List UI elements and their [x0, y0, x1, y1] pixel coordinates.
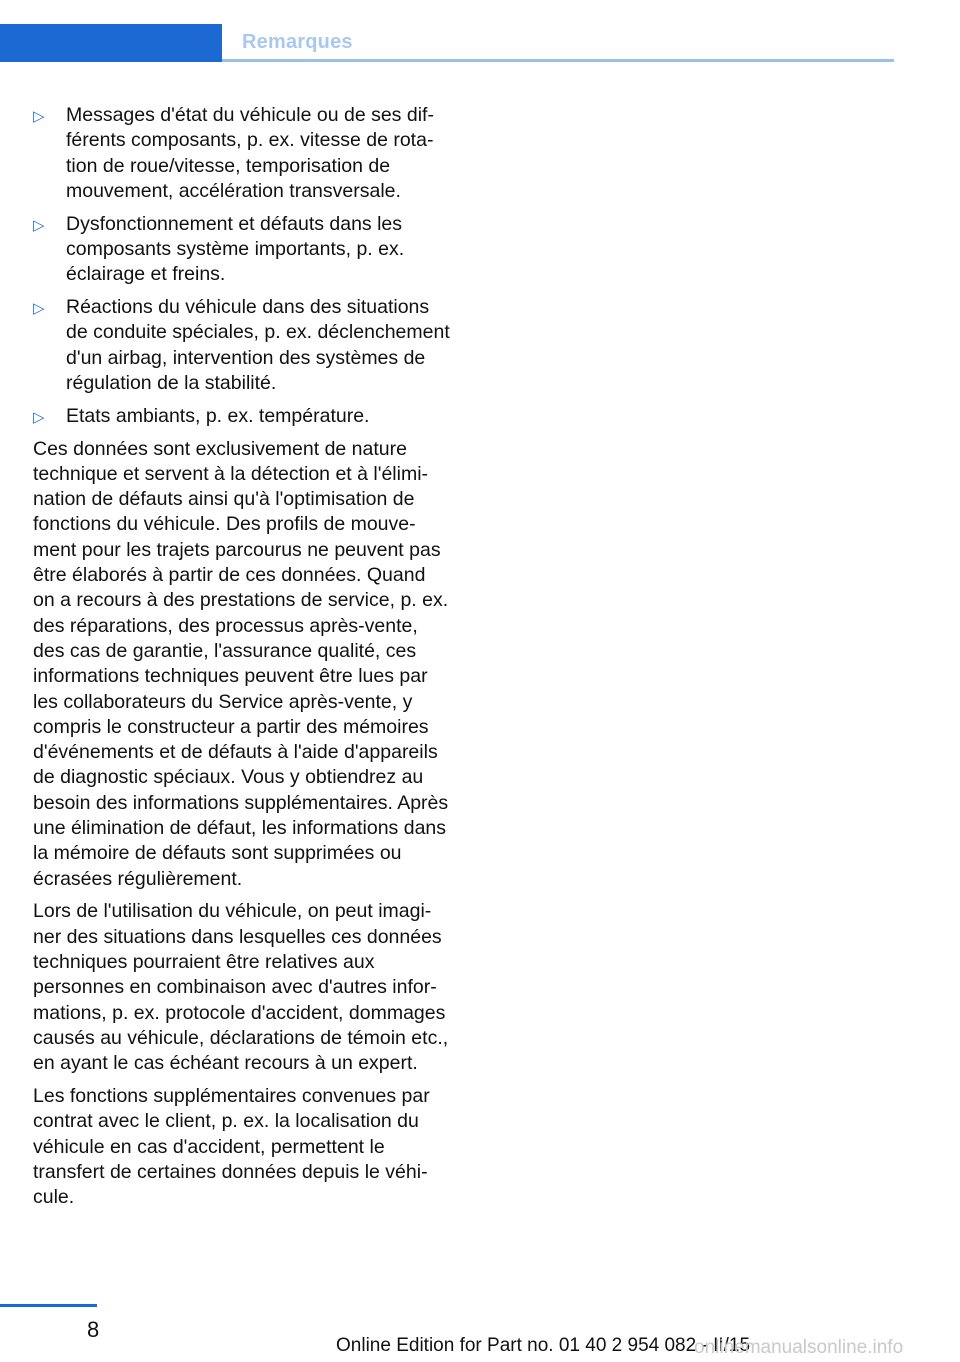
header-rule [222, 59, 894, 62]
list-item-text: Etats ambiants, p. ex. température. [66, 404, 370, 427]
list-item-text: Messages d'état du véhicule ou de ses différents composants, p. ex. vitesse de rotation de roue/vitesse, temporisation de mouvement, accélération transversale. [66, 104, 434, 202]
list-item [33, 404, 451, 429]
main-content [33, 103, 451, 1218]
bullet-list [33, 103, 451, 429]
list-item [33, 212, 451, 288]
triangle-bullet-icon: ▷ [33, 108, 45, 125]
edition-note: Online Edition for Part no. 01 40 2 954 082 - II/15 [336, 1335, 751, 1356]
paragraph-personal-data: Lors de l'utilisation du véhicule, on peut imaginer des situations dans lesquelles ces données techniques pourraient être relatives aux personnes en combinaison avec d'autres informations, p. ex. protocole d'accident, dommages causés au véhicule, déclarations de témoin etc., en ayant le cas échéant recours à un expert. [33, 900, 449, 1075]
triangle-bullet-icon: ▷ [33, 216, 45, 234]
footer-rule [0, 1304, 97, 1307]
page-title: Remarques [242, 31, 353, 53]
list-item [33, 295, 451, 396]
header-bar [0, 24, 222, 62]
list-item-text: Réactions du véhicule dans des situations de conduite spéciales, p. ex. déclenchement d'un airbag, intervention des systèmes de régulation de la stabilité. [66, 296, 450, 394]
triangle-bullet-icon: ▷ [33, 408, 45, 426]
paragraph-additional-functions: Les fonctions supplémentaires convenues par contrat avec le client, p. ex. la localisation du véhicule en cas d'accident, permettent le transfert de certaines données depuis le véhicule. [33, 1084, 430, 1209]
list-item [33, 103, 451, 204]
page-number: 8 [87, 1317, 100, 1342]
list-item-text: Dysfonctionnement et défauts dans les composants système importants, p. ex. éclairage et freins. [66, 212, 405, 286]
triangle-bullet-icon: ▷ [33, 300, 45, 318]
watermark: onlinemanualsonline.info [694, 1337, 904, 1358]
paragraph-data-nature: Ces données sont exclusivement de nature technique et servent à la détection et à l'élimination de défauts ainsi qu'à l'optimisation de fonctions du véhicule. Des profils de mouvement pour les trajets parcourus ne peuvent pas être élaborés à partir de ces données. Quand on a recours à des prestations de service, p. ex. des réparations, des processus après-vente, des cas de garantie, l'assurance qualité, ces informations techniques peuvent être lues par les collaborateurs du Service après-vente, y compris le constructeur a partir des mémoires d'événements et de défauts à l'aide d'appareils de diagnostic spéciaux. Vous y obtiendrez au besoin des informations supplémentaires. Après une élimination de défaut, les informations dans la mémoire de défauts sont supprimées ou écrasées régulièrement. [33, 437, 449, 890]
